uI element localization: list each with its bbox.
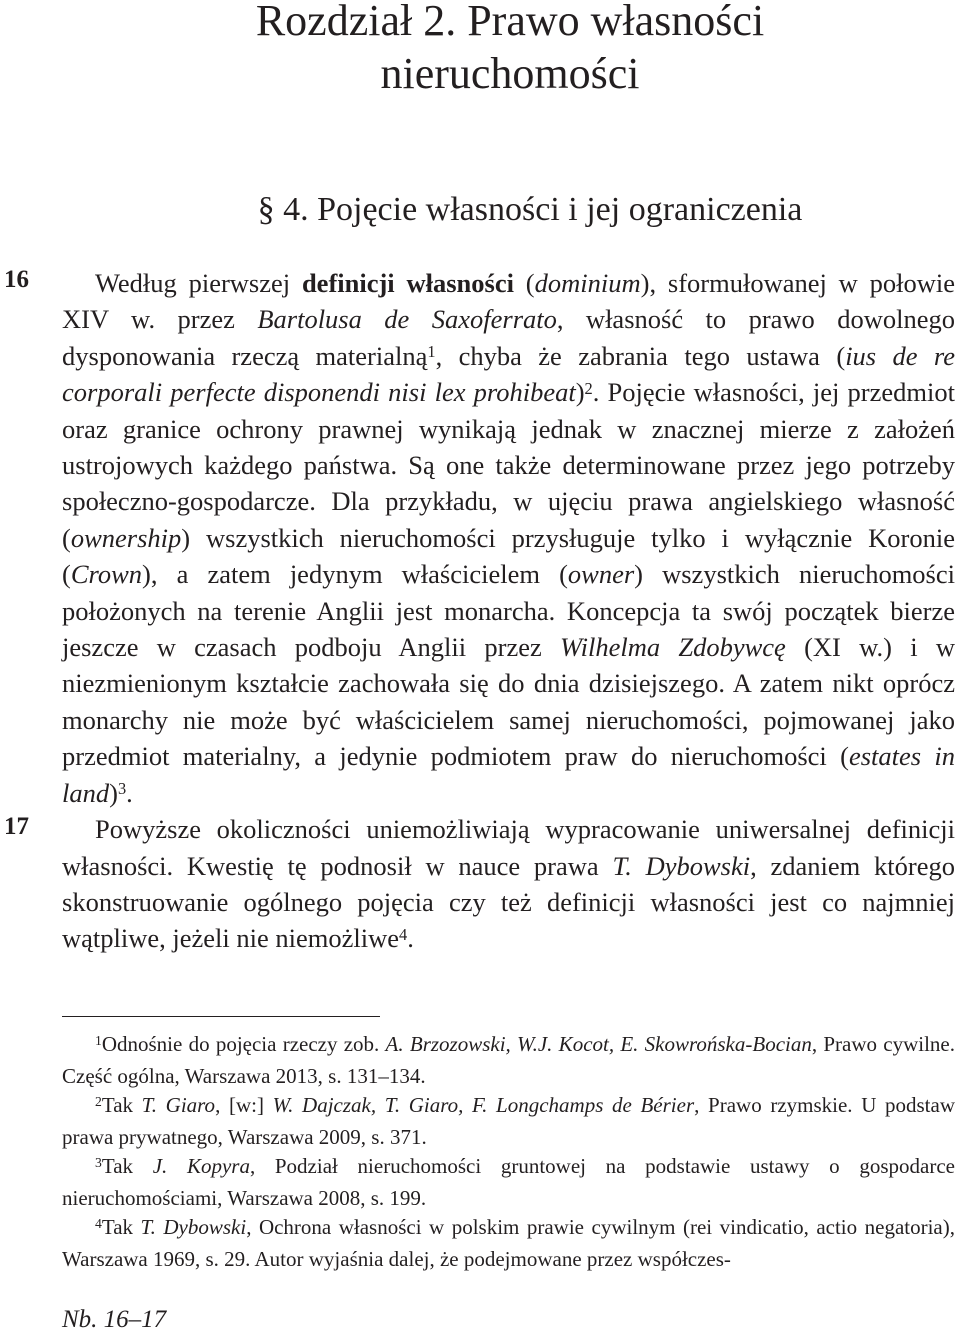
margin-number-17: 17 <box>4 813 29 840</box>
footnote-number: 3 <box>95 1155 102 1171</box>
text-run: , własność to prawo dowolnego dysponowania rzeczą materialną <box>62 304 955 371</box>
italic-author: T. Dybowski <box>612 850 751 881</box>
footnote-ref-3[interactable]: 3 <box>117 779 127 799</box>
text-run: . <box>126 777 133 808</box>
margin-number-16: 16 <box>4 266 29 293</box>
italic-term: Crown <box>70 559 143 590</box>
text-run: Tak <box>101 1154 153 1178</box>
text-run: Tak <box>101 1093 142 1117</box>
italic-term: ownership <box>70 522 182 553</box>
paragraph-1 <box>62 265 955 811</box>
text-run: , zdaniem którego skonstruowanie ogólnego pojęcia czy też definicji własności jest co najmniej wątpliwe, jeżeli nie niemożliwe <box>62 850 955 954</box>
italic-author: A. Brzozowski, W.J. Kocot, E. Skowrońska-Bocian <box>385 1032 812 1056</box>
footnote-4 <box>62 1213 955 1274</box>
footnote-number: 4 <box>95 1216 102 1232</box>
text-run: ) <box>109 777 118 808</box>
main-text <box>62 265 955 957</box>
italic-author: Bartolusa de Saxoferrato <box>257 304 557 335</box>
footnotes <box>62 1030 955 1274</box>
text-run: ( <box>513 268 535 298</box>
footnote-separator <box>62 1016 380 1017</box>
text-run: Odnośnie do pojęcia rzeczy zob. <box>101 1032 386 1056</box>
footnote-ref-2[interactable]: 2 <box>584 378 593 398</box>
chapter-title <box>60 0 960 100</box>
text-run: ) <box>575 377 585 408</box>
paragraph-2 <box>62 811 955 957</box>
chapter-title-line1: Rozdział 2. Prawo własności <box>255 0 765 45</box>
footnote-1 <box>62 1030 955 1091</box>
text-run: , chyba że zabrania tego ustawa ( <box>435 340 846 371</box>
text-run: , Ochrona własności w polskim prawie cywilnym (rei vindicatio, actio negatoria), Warszawa 1969, s. 29. Autor wyjaśnia dalej, że podejmowane przez współczes- <box>62 1215 955 1271</box>
italic-author: W. Dajczak, T. Giaro, F. Longchamps de Bérier <box>272 1093 695 1117</box>
chapter-title-line2: nieruchomości <box>380 49 640 98</box>
footnote-3 <box>62 1152 955 1213</box>
footnote-number: 1 <box>95 1033 102 1049</box>
text-run: ) wszystkich nieruchomości przysługuje tylko i wyłącznie Koronie ( <box>62 522 955 590</box>
italic-latin-phrase: ius de re corporali perfecte disponendi nisi lex prohibeat <box>62 340 956 408</box>
text-run: ), sformułowanej w połowie XIV w. przez <box>62 268 955 335</box>
text-run: ), a zatem jedynym właścicielem ( <box>142 559 568 590</box>
text-run: Tak <box>101 1215 141 1239</box>
text-run: . Pojęcie własności, jej przedmiot oraz granice ochrony prawnej wynikają jednak w znacznej mierze z założeń ustrojowych każdego państwa. Są one także determinowane przez jego potrzeby społeczno-gospodarcze. Dla przykładu, w ujęciu prawa angielskiego własność ( <box>62 377 955 553</box>
text-run: , Prawo cywilne. Część ogólna, Warszawa 2013, s. 131–134. <box>62 1032 955 1088</box>
italic-author: T. Giaro <box>141 1093 216 1117</box>
italic-name: Wilhelma Zdobywcę <box>560 632 786 663</box>
italic-term: dominium <box>534 268 641 298</box>
text-run: . <box>407 923 414 954</box>
text-run: , Podział nieruchomości gruntowej na podstawie ustawy o gospodarce nieruchomościami, Warszawa 2008, s. 199. <box>62 1154 955 1210</box>
bold-term-definition: definicji własności <box>301 268 514 298</box>
footnote-ref-4[interactable]: 4 <box>399 924 408 944</box>
footnote-number: 2 <box>95 1094 102 1110</box>
section-heading: § 4. Pojęcie własności i jej ograniczenia <box>257 191 803 228</box>
italic-author: T. Dybowski <box>140 1215 247 1239</box>
italic-term: estates in land <box>62 741 955 808</box>
text-run: ) wszystkich nieruchomości położonych na terenie Anglii jest monarcha. Koncepcja ta swój początek bierze jeszcze w czasach podboju Anglii przez <box>62 559 955 663</box>
footnote-2 <box>62 1091 955 1152</box>
italic-author: J. Kopyra <box>152 1154 250 1178</box>
footnote-ref-1[interactable]: 1 <box>427 342 436 362</box>
page-reference: Nb. 16–17 <box>62 1306 167 1333</box>
text-run: , Prawo rzymskie. U podstaw prawa prywatnego, Warszawa 2009, s. 371. <box>62 1093 955 1149</box>
text-run: Według pierwszej <box>95 268 302 298</box>
text-run: Powyższe okoliczności uniemożliwiają wypracowanie uniwersalnej definicji własności. Kwestię tę podnosił w nauce prawa <box>62 814 955 881</box>
text-run: (XI w.) i w niezmienionym kształcie zachowała się do dnia dzisiejszego. A zatem nikt oprócz monarchy nie może być właścicielem samej nieruchomości, pojmowanej jako przedmiot materialny, a jedynie podmiotem praw do nieruchomości ( <box>62 632 955 772</box>
text-run: , [w:] <box>215 1093 273 1117</box>
italic-term: owner <box>567 559 635 590</box>
